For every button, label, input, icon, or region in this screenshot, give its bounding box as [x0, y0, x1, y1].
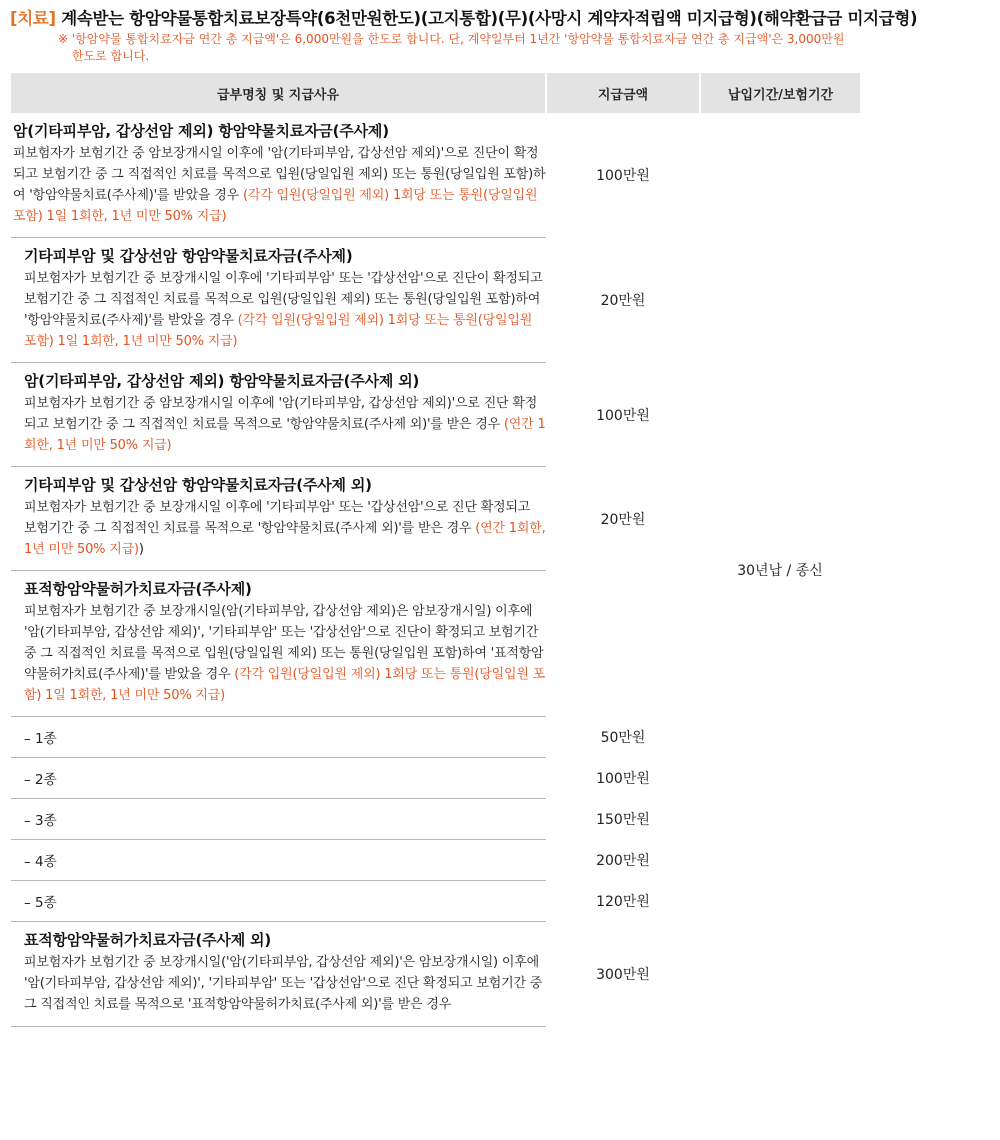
grade-amount: 200만원 — [596, 853, 650, 869]
grade-label: – 1종 — [11, 717, 546, 758]
grade-label: – 3종 — [11, 799, 546, 840]
benefit-amount: 100만원 — [546, 363, 700, 467]
benefit-title: 표적항암약물허가치료자금(주사제 외) — [24, 931, 271, 949]
grade-amount: 50만원 — [600, 730, 646, 747]
grade-label: – 2종 — [11, 758, 546, 799]
header-benefit: 급부명칭 및 지급사유 — [11, 73, 546, 113]
benefit-amount: 20만원 — [546, 238, 700, 363]
period-cell: 30년납 / 종신 — [737, 562, 823, 579]
grade-label: – 4종 — [11, 840, 546, 881]
benefit-desc: 피보험자가 보험기간 중 보장개시일 이후에 '기타피부암' 또는 '갑상선암'으로 진단이 확정되고 보험기간 중 그 직접적인 치료를 목적으로 입원(당일입원 제외) 또는 통원(당일입원 포함)하여 '항암약물치료(주사제)'를 받았을 경우 — [24, 271, 543, 328]
header-period: 납입기간/보험기간 — [700, 73, 860, 113]
header-amount: 지급금액 — [546, 73, 700, 113]
benefit-title: 기타피부암 및 갑상선암 항암약물치료자금(주사제) — [24, 247, 353, 265]
benefit-note: (연간 1회한, 1년 미만 50% 지급) — [24, 417, 546, 453]
limit-note — [58, 31, 998, 65]
grade-label: – 5종 — [11, 881, 546, 922]
table-row — [11, 113, 860, 238]
benefit-title: 암(기타피부암, 갑상선암 제외) 항암약물치료자금(주사제 외) — [24, 372, 420, 390]
limit-note-line2: 한도로 합니다. — [72, 49, 150, 63]
benefit-title: 표적항암약물허가치료자금(주사제) — [24, 580, 252, 598]
benefit-title: 암(기타피부암, 갑상선암 제외) 항암약물치료자금(주사제) — [13, 122, 389, 140]
benefit-amount: 20만원 — [546, 467, 700, 571]
limit-note-line1: ※ '항암약물 통합치료자금 연간 총 지급액'은 6,000만원을 한도로 합니다. 단, 계약일부터 1년간 '항암약물 통합치료자금 연간 총 지급액'은 3,000만원 — [58, 32, 845, 46]
benefit-title: 기타피부암 및 갑상선암 항암약물치료자금(주사제 외) — [24, 476, 372, 494]
section-title — [10, 8, 1000, 30]
benefit-desc: 피보험자가 보험기간 중 암보장개시일 이후에 '암(기타피부암, 갑상선암 제외)'으로 진단이 확정되고 보험기간 중 그 직접적인 치료를 목적으로 입원(당일입원 제외) 또는 통원(당일입원 포함)하여 '항암약물치료(주사제)'를 받았을 경우 — [13, 146, 546, 203]
benefit-amount: 300만원 — [546, 922, 700, 1027]
benefit-desc: 피보험자가 보험기간 중 보장개시일 이후에 '기타피부암' 또는 '갑상선암'으로 진단 확정되고 보험기간 중 그 직접적인 치료를 목적으로 '항암약물치료(주사제 외)'를 받은 경우 — [24, 500, 531, 536]
benefit-desc: 피보험자가 보험기간 중 보장개시일(암(기타피부암, 갑상선암 제외)은 암보장개시일) 이후에 '암(기타피부암, 갑상선암 제외)', '기타피부암' 또는 '갑상선암'으로 진단이 확정되고 보험기간 중 그 직접적인 치료를 목적으로 입원(당일입원 제외) 또는 통원(당일입원 포함)하여 '표적항암약물허가치료(주사제)'를 받았을 경우 — [24, 604, 544, 682]
benefit-desc: 피보험자가 보험기간 중 보장개시일('암(기타피부암, 갑상선암 제외)'은 암보장개시일) 이후에 '암(기타피부암, 갑상선암 제외)', '기타피부암' 또는 '갑상선암'으로 진단 확정되고 보험기간 중 그 직접적인 치료를 목적으로 '표적항암약물허가치료(주사제 외)'를 받은 경우 — [24, 955, 543, 1012]
table-header-row — [11, 73, 860, 113]
benefit-note: (연간 1회한, 1년 미만 50% 지급) — [24, 521, 546, 557]
category-tag: [치료] — [10, 9, 56, 28]
benefit-suffix: ) — [138, 542, 144, 557]
rider-name: 계속받는 항암약물통합치료보장특약(6천만원한도)(고지통합)(무)(사망시 계약자적립액 미지급형)(해약환급금 미지급형) — [61, 9, 918, 28]
benefit-note: (각각 입원(당일입원 제외) 1회당 또는 통원(당일입원 포함) 1일 1회한, 1년 미만 50% 지급) — [24, 313, 533, 349]
benefit-amount: 100만원 — [546, 113, 700, 238]
grade-amount: 150만원 — [596, 812, 650, 828]
grade-amount: 120만원 — [596, 894, 650, 910]
grade-amount: 100만원 — [596, 771, 650, 787]
benefit-table — [11, 73, 860, 1027]
benefit-note: (각각 입원(당일입원 제외) 1회당 또는 통원(당일입원 포함) 1일 1회한, 1년 미만 50% 지급) — [24, 667, 545, 703]
benefit-note: (각각 입원(당일입원 제외) 1회당 또는 통원(당일입원 포함) 1일 1회한, 1년 미만 50% 지급) — [13, 188, 538, 224]
benefit-desc: 피보험자가 보험기간 중 암보장개시일 이후에 '암(기타피부암, 갑상선암 제외)'으로 진단 확정되고 보험기간 중 그 직접적인 치료를 목적으로 '항암약물치료(주사제 외)'를 받은 경우 — [24, 396, 538, 432]
